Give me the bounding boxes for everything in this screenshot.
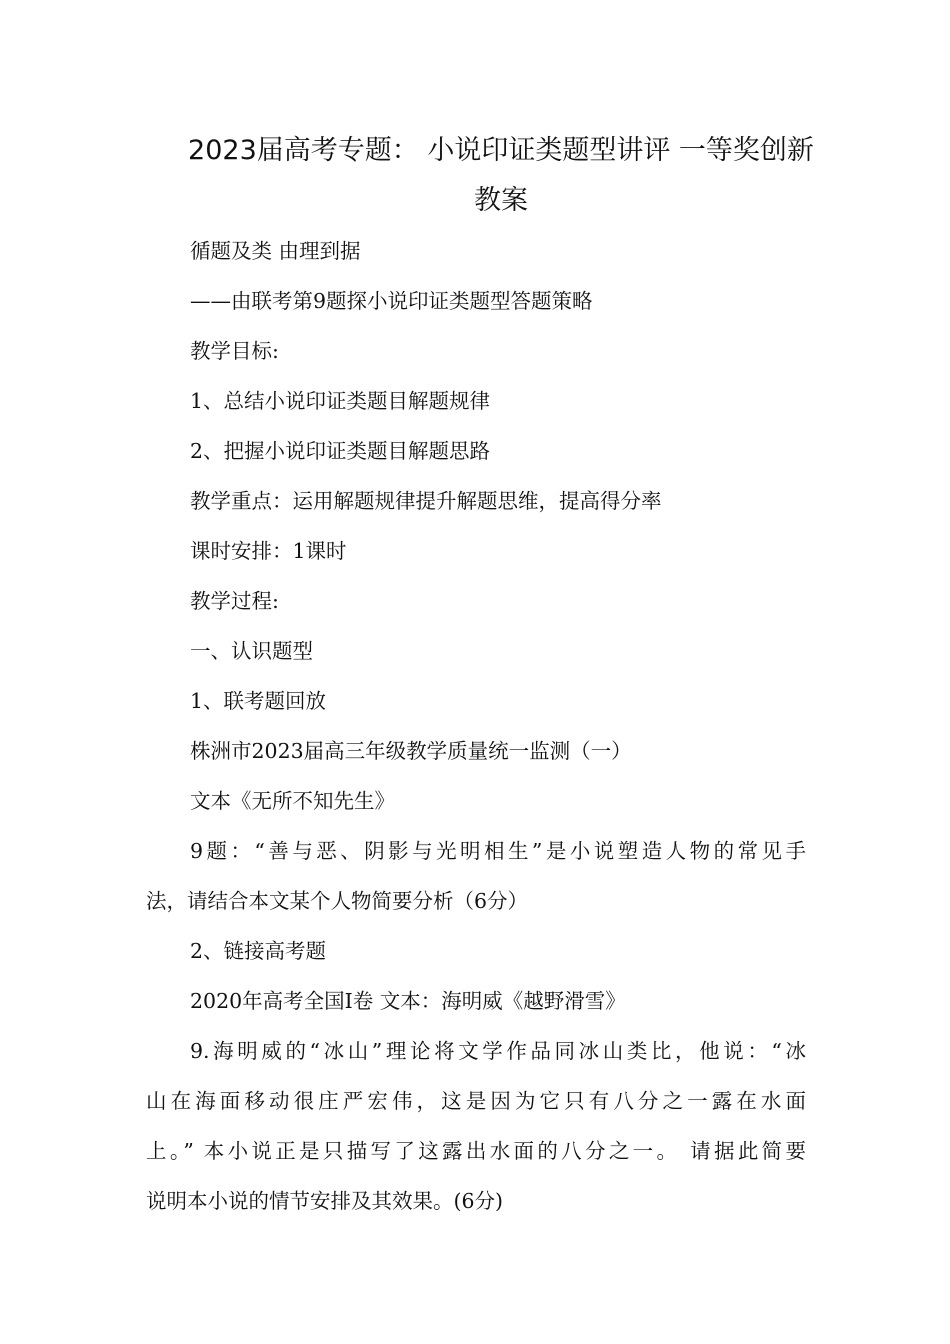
gaokao-question-line-4: 说明本小说的情节安排及其效果。(6分)	[146, 1189, 504, 1213]
question-9-line-2: 法，请结合本文某个人物简要分析（6分）	[146, 889, 529, 913]
gaokao-question-line-1: 9.海明威的“冰山”理论将文学作品同冰山类比，他说：“冰	[190, 1039, 806, 1063]
subtitle-heading: 循题及类 由理到据	[190, 239, 361, 263]
gaokao-question-line-3: 上。” 本小说正是只描写了这露出水面的八分之一。 请据此简要	[146, 1139, 806, 1163]
gaokao-question-line-2: 山在海面移动很庄严宏伟，这是因为它只有八分之一露在水面	[146, 1089, 806, 1113]
exam-source: 株洲市2023届高三年级教学质量统一监测（一）	[190, 739, 632, 763]
document-title-line-1: 2023届高考专题： 小说印证类题型讲评 一等奖创新	[188, 135, 814, 166]
process-heading: 教学过程:	[190, 589, 279, 613]
subsection-heading-1: 1、联考题回放	[190, 689, 327, 713]
text-source: 文本《无所不知先生》	[190, 789, 395, 813]
goal-item-1: 1、总结小说印证类题目解题规律	[190, 389, 491, 413]
key-point: 教学重点：运用解题规律提升解题思维，提高得分率	[190, 489, 662, 513]
document-title-line-2: 教案	[474, 185, 528, 216]
question-9-line-1: 9题：“善与恶、阴影与光明相生”是小说塑造人物的常见手	[190, 839, 806, 863]
section-heading-1: 一、认识题型	[190, 639, 313, 663]
goals-heading: 教学目标:	[190, 339, 279, 363]
gaokao-source: 2020年高考全国Ⅰ卷 文本：海明威《越野滑雪》	[190, 989, 626, 1013]
subsection-heading-2: 2、链接高考题	[190, 939, 327, 963]
schedule: 课时安排：1课时	[190, 539, 347, 563]
goal-item-2: 2、把握小说印证类题目解题思路	[190, 439, 491, 463]
subtitle-tagline: ——由联考第9题探小说印证类题型答题策略	[190, 289, 593, 313]
